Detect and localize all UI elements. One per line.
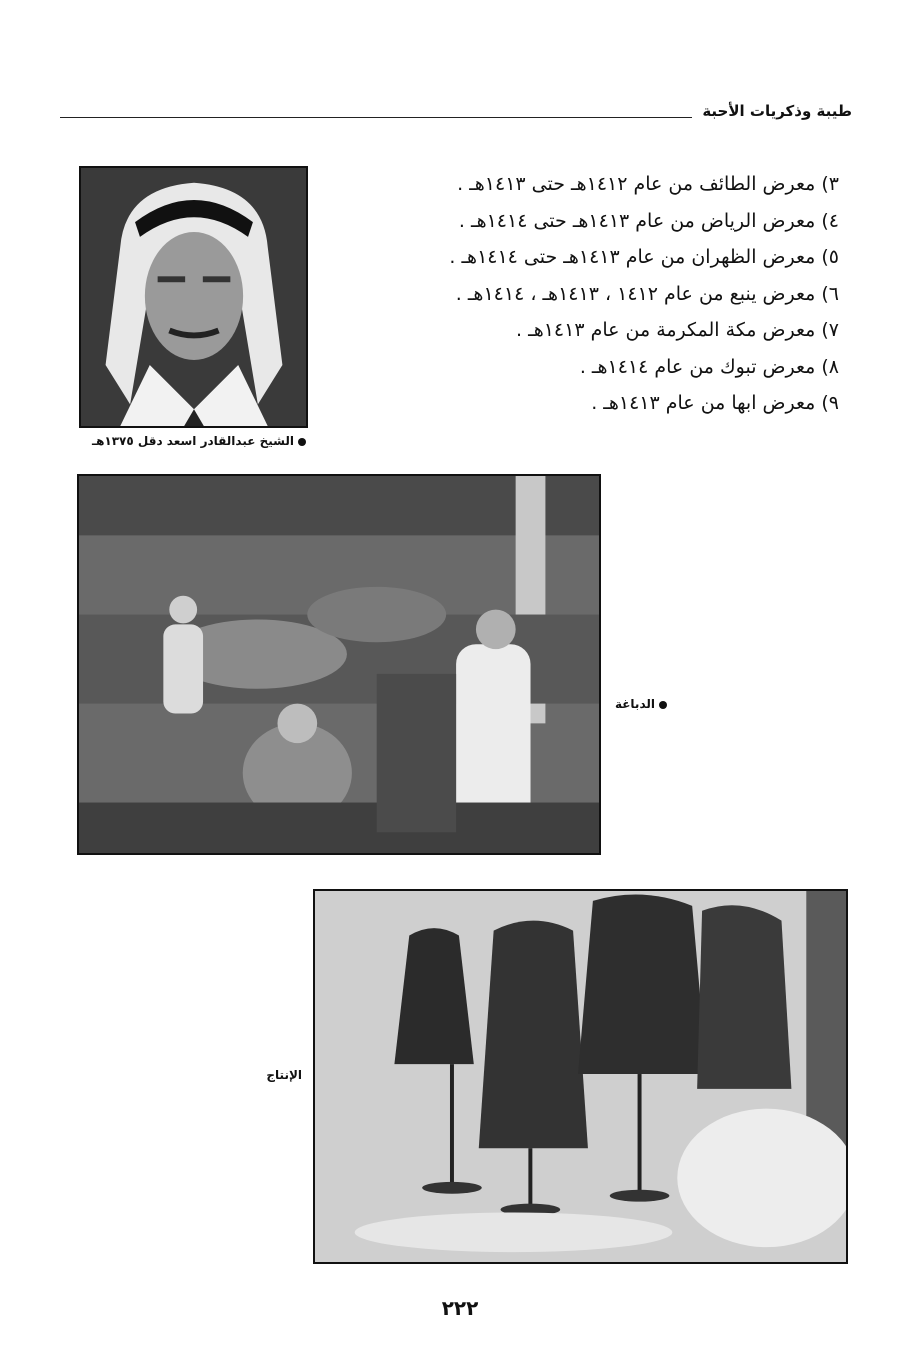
portrait-image (81, 168, 306, 426)
exhibition-item: ٩) معرض ابها من عام ١٤١٣هـ . (591, 392, 839, 414)
exhibition-list (279, 166, 839, 422)
running-title: طيبة وذكريات الأحبة (702, 102, 852, 120)
production-image (315, 891, 846, 1262)
production-photo (313, 889, 848, 1264)
header-rule (60, 117, 692, 118)
exhibition-item: ٥) معرض الظهران من عام ١٤١٣هـ حتى ١٤١٤هـ . (449, 246, 839, 268)
portrait-caption: الشيخ عبدالقادر اسعد دقل ١٣٧٥هـ (80, 434, 306, 448)
exhibition-item: ٧) معرض مكة المكرمة من عام ١٤١٣هـ . (516, 319, 839, 341)
bullet-icon (659, 701, 667, 709)
tannery-image (79, 476, 599, 853)
production-caption: الإنتاج (266, 1068, 302, 1082)
exhibition-item: ٦) معرض ينبع من عام ١٤١٢ ، ١٤١٣هـ ، ١٤١٤هـ . (455, 282, 839, 305)
bullet-icon (298, 438, 306, 446)
exhibition-item: ٣) معرض الطائف من عام ١٤١٢هـ حتى ١٤١٣هـ . (457, 173, 839, 195)
page-header (60, 100, 852, 130)
exhibition-item: ٤) معرض الرياض من عام ١٤١٣هـ حتى ١٤١٤هـ . (458, 209, 839, 232)
tannery-caption: الدباغة (605, 697, 667, 711)
tannery-photo (77, 474, 601, 855)
page-number: ٢٢٢ (441, 1296, 479, 1320)
portrait-photo (79, 166, 308, 428)
exhibition-item: ٨) معرض تبوك من عام ١٤١٤هـ . (579, 355, 839, 378)
